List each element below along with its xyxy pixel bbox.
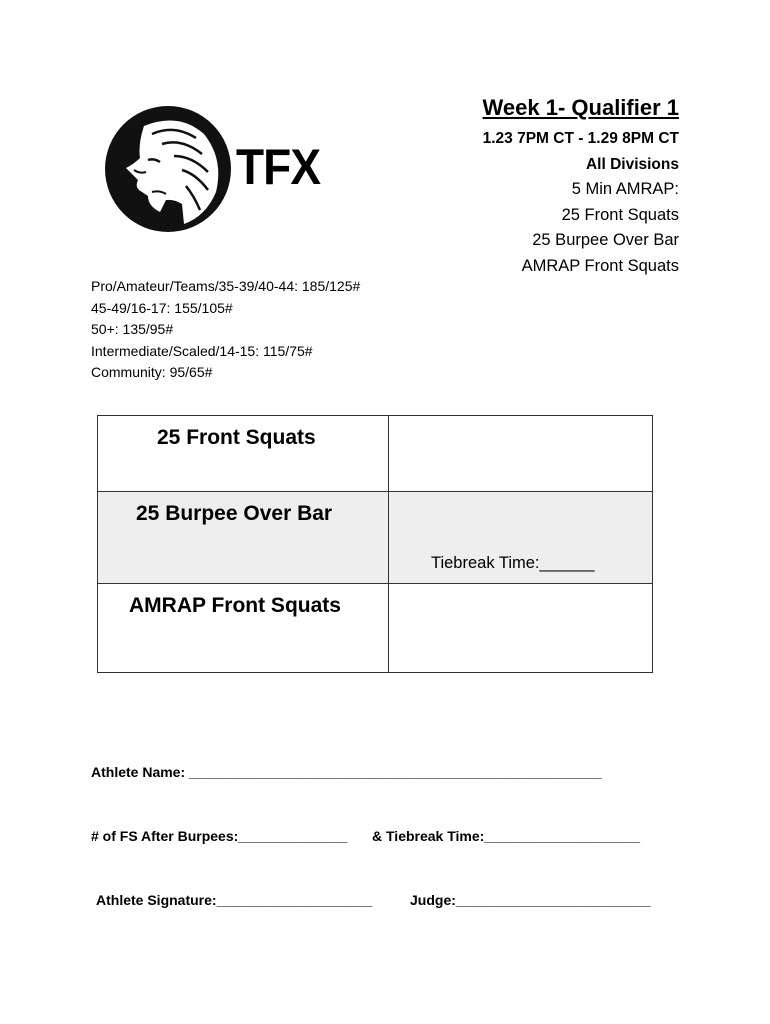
page-title: Week 1- Qualifier 1 [482, 95, 679, 120]
tiebreak-time-field[interactable]: Tiebreak Time:______ [431, 554, 595, 572]
weight-item: 45-49/16-17: 155/105# [91, 299, 233, 316]
athlete-name-field[interactable]: Athlete Name: _____________________________________________________ [91, 764, 602, 780]
workout-line: 5 Min AMRAP: [571, 180, 679, 198]
weight-item: Intermediate/Scaled/14-15: 115/75# [91, 342, 313, 359]
weight-item: Community: 95/65# [91, 364, 213, 380]
exercise-label: 25 Burpee Over Bar [136, 502, 333, 525]
table-row [98, 584, 653, 673]
weight-item: Pro/Amateur/Teams/35-39/40-44: 185/125# [91, 278, 361, 294]
table-row [98, 492, 653, 584]
fs-after-burpees-field[interactable]: # of FS After Burpees:______________ [91, 828, 348, 844]
weight-list [91, 276, 360, 384]
table-row [98, 416, 653, 492]
weight-item: 50+: 135/95# [91, 321, 174, 337]
date-range: 1.23 7PM CT - 1.29 8PM CT [482, 130, 679, 147]
score-entry-cell[interactable] [389, 492, 653, 584]
exercise-label: AMRAP Front Squats [129, 594, 341, 617]
lion-head-icon [104, 104, 232, 234]
logo-text: TFX [236, 139, 321, 195]
divisions: All Divisions [585, 155, 679, 173]
score-entry-cell[interactable] [389, 416, 653, 492]
exercise-cell [98, 416, 389, 492]
athlete-signature-field[interactable]: Athlete Signature:____________________ [96, 892, 373, 908]
workout-line: AMRAP Front Squats [521, 256, 679, 275]
score-entry-cell[interactable] [389, 584, 653, 673]
exercise-cell [98, 584, 389, 673]
workout-header [483, 94, 679, 279]
workout-line: 25 Front Squats [561, 205, 679, 224]
workout-line: 25 Burpee Over Bar [532, 231, 679, 249]
tiebreak-time-line[interactable]: & Tiebreak Time:____________________ [372, 828, 641, 844]
judge-field[interactable]: Judge:_________________________ [410, 892, 651, 908]
score-table [97, 415, 653, 673]
exercise-cell [98, 492, 389, 584]
exercise-label: 25 Front Squats [157, 426, 316, 449]
